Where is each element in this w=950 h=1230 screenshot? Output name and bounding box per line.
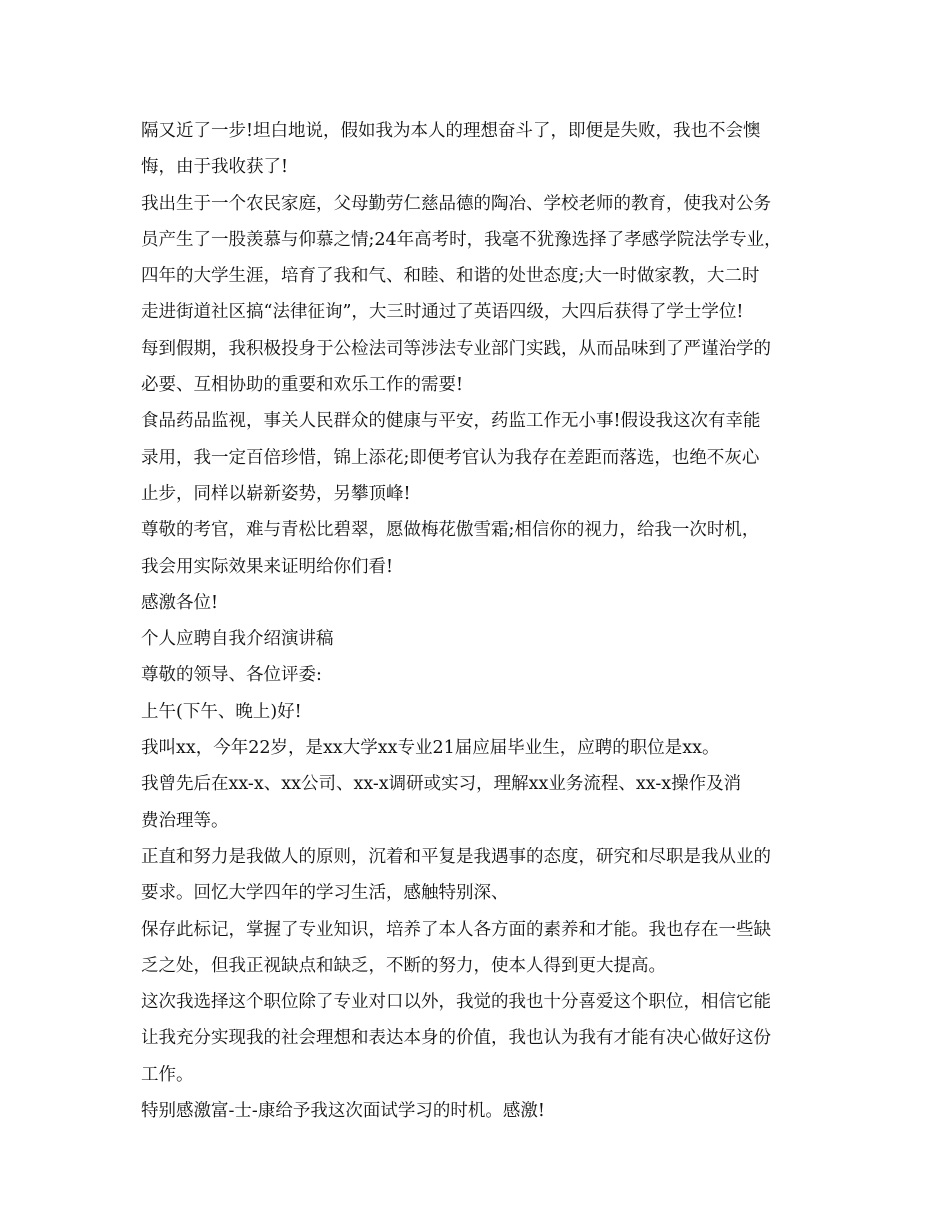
text-line: 上午(下午、晚上)好! xyxy=(141,701,302,722)
text-line: 止步，同样以崭新姿势，另攀顶峰! xyxy=(141,483,411,504)
text-line: 我曾先后在xx-x、xx公司、xx-x调研或实习，理解xx业务流程、xx-x操作及消 xyxy=(141,774,742,795)
document-body xyxy=(141,113,821,1129)
text-line: 我叫xx，今年22岁，是xx大学xx专业21届应届毕业生，应聘的职位是xx。 xyxy=(141,738,720,759)
text-line: 录用，我一定百倍珍惜，锦上添花;即便考官认为我存在差距而落选，也绝不灰心 xyxy=(141,447,760,468)
text-line: 费治理等。 xyxy=(141,810,229,831)
text-line: 四年的大学生涯，培育了我和气、和睦、和谐的处世态度;大一时做家教，大二时 xyxy=(141,266,760,287)
text-line: 必要、互相协助的重要和欢乐工作的需要! xyxy=(141,375,464,396)
text-line: 悔，由于我收获了! xyxy=(141,157,289,178)
text-line: 乏之处，但我正视缺点和缺乏，不断的努力，使本人得到更大提高。 xyxy=(141,955,666,976)
text-line: 特别感激富-士-康给予我这次面试学习的时机。感激! xyxy=(141,1101,545,1122)
text-line: 每到假期，我积极投身于公检法司等涉法专业部门实践，从而品味到了严谨治学的 xyxy=(141,338,771,359)
text-line: 我会用实际效果来证明给你们看! xyxy=(141,556,394,577)
text-line: 感激各位! xyxy=(141,592,219,613)
text-line: 工作。 xyxy=(141,1064,194,1085)
text-line: 隔又近了一步!坦白地说，假如我为本人的理想奋斗了，即便是失败，我也不会懊 xyxy=(141,121,761,141)
text-line: 我出生于一个农民家庭，父母勤劳仁慈品德的陶冶、学校老师的教育，使我对公务 xyxy=(141,193,771,214)
text-line: 食品药品监视，事关人民群众的健康与平安，药监工作无小事!假设我这次有幸能 xyxy=(141,411,761,432)
text-line: 要求。回忆大学四年的学习生活，感触特别深、 xyxy=(141,883,509,904)
text-line: 走进街道社区搞“法律征询”，大三时通过了英语四级，大四后获得了学士学位! xyxy=(141,302,744,323)
text-line: 让我充分实现我的社会理想和表达本身的价值，我也认为我有才能有决心做好这份 xyxy=(141,1028,771,1049)
text-line: 员产生了一股羡慕与仰慕之情;24年高考时，我毫不犹豫选择了孝感学院法学专业， xyxy=(141,229,782,250)
text-line: 保存此标记，掌握了专业知识，培养了本人各方面的素养和才能。我也存在一些缺 xyxy=(141,919,771,940)
text-line: 尊敬的考官，难与青松比碧翠，愿做梅花傲雪霜;相信你的视力，给我一次时机， xyxy=(141,520,760,541)
text-line: 正直和努力是我做人的原则，沉着和平复是我遇事的态度，研究和尽职是我从业的 xyxy=(141,846,771,867)
text-line: 尊敬的领导、各位评委: xyxy=(141,665,322,686)
text-line: 这次我选择这个职位除了专业对口以外，我觉的我也十分喜爱这个职位，相信它能 xyxy=(141,992,771,1013)
section-title: 个人应聘自我介绍演讲稿 xyxy=(141,629,334,650)
